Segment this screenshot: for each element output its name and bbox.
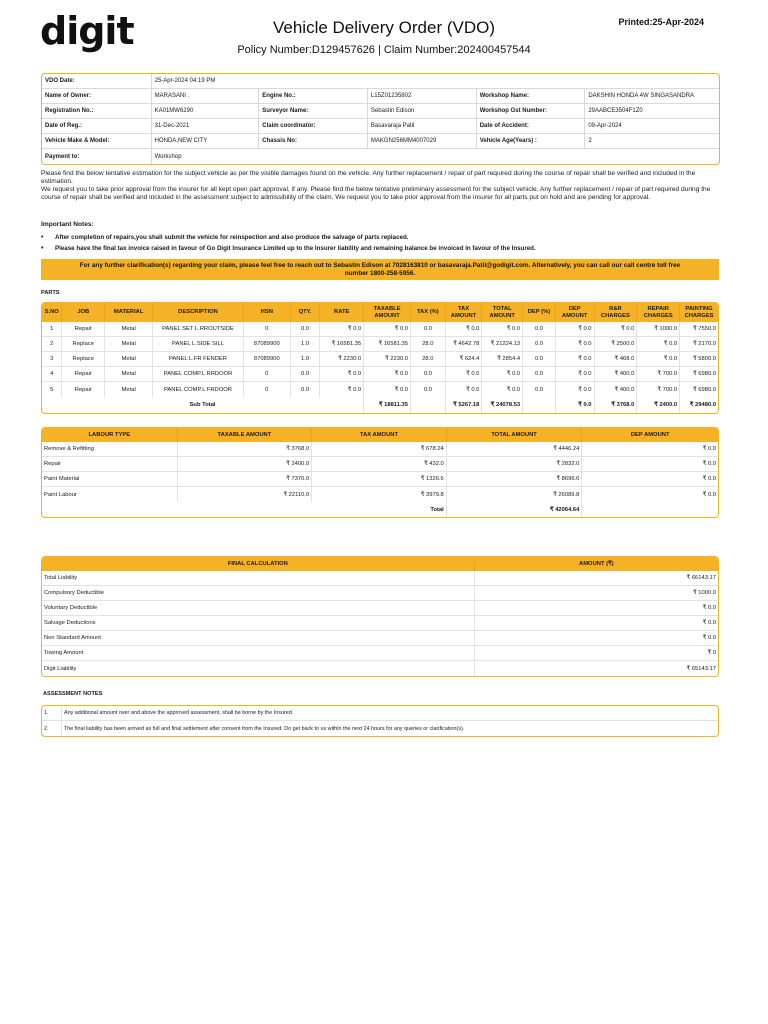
parts-cell: Replace [62,337,105,352]
labour-type-cell: Repair [42,457,178,472]
note-text: After completion of repairs,you shall submit the vehicle for reinspection and also produce the salvage of parts replaced. [55,234,409,241]
parts-subtotal-row [42,397,718,413]
info-row [42,134,719,149]
table-row [42,487,718,502]
labour-type-cell: Paint Material [42,472,178,487]
make-label: Vehicle Make & Model: [42,134,152,149]
approval-paragraph: We request you to take prior approval from the insurer for all kept open part approval, if any. Please find the below tentative preliminary assessment for the subject vehicle. Any further replacement / repair of part required during the course of repair shall be verified and included in the assessment subject to admissibility of the claim. We request you to take prior approval from the insurer for all parts put on hold and are pending for approval. [41,186,711,202]
parts-table [41,302,719,414]
table-row [42,616,718,631]
parts-cell: ₹ 0.0 [556,322,595,337]
parts-cell: Repair [62,367,105,382]
parts-cell: ₹ 0.0 [320,382,364,397]
parts-cell: ₹ 0.0 [556,352,595,367]
info-row [42,104,719,119]
parts-cell: ₹ 16581.35 [364,337,411,352]
final-label-cell: Non Standard Amount [42,631,475,646]
parts-cell: 0.0 [523,352,556,367]
coordinator-value: Basavaraja Patil [368,119,477,134]
subtotal-rr: ₹ 3768.0 [595,397,638,413]
assessment-notes-table [41,705,719,737]
parts-cell: ₹ 0.0 [637,352,680,367]
parts-cell: 87089900 [244,337,291,352]
parts-cell: ₹ 400.0 [595,382,638,397]
surveyor-value: Sebastin Edison [368,104,477,119]
printed-date: Printed:25-Apr-2024 [618,17,704,27]
parts-cell: ₹ 0.0 [320,322,364,337]
labour-amount-cell: ₹ 2400.0 [178,457,313,472]
final-amount-cell: ₹ 0.0 [475,616,718,631]
parts-cell: 0.0 [291,367,321,382]
final-label-cell: Voluntary Deductible [42,601,475,616]
col-header: DEP (%) [523,303,556,322]
digit-logo: digit [40,9,134,53]
labour-amount-cell: ₹ 8696.6 [447,472,583,487]
labour-amount-cell: ₹ 1326.6 [312,472,447,487]
parts-cell: ₹ 0.0 [364,367,411,382]
parts-cell: 0.0 [291,322,321,337]
table-row [42,382,718,397]
parts-cell: Replace [62,352,105,367]
col-header: JOB [62,303,105,322]
parts-cell: ₹ 0.0 [320,367,364,382]
important-notes-list [41,232,536,254]
parts-cell: ₹ 0.0 [446,322,483,337]
parts-cell: 1.0 [291,352,321,367]
parts-cell: ₹ 0.0 [556,382,595,397]
subtotal-tax: ₹ 5267.18 [446,397,483,413]
parts-cell: Metal [105,322,153,337]
list-item [42,721,718,736]
parts-cell: 0 [244,382,291,397]
table-row [42,472,718,487]
parts-cell: 1.0 [291,337,321,352]
parts-cell: Metal [105,382,153,397]
subtotal-dep: ₹ 0.0 [556,397,595,413]
table-row [42,631,718,646]
labour-amount-cell: ₹ 0.0 [582,457,718,472]
workshop-value: DAKSHIN HONDA 4W SINGASANDRA [585,89,719,104]
labour-total-blank [582,502,718,517]
parts-heading: PARTS [41,290,60,296]
bullet-icon: • [41,234,44,241]
gst-value: 29AABCE3504F1Z0 [585,104,719,119]
parts-cell: ₹ 6980.0 [692,386,716,393]
table-row [42,337,718,352]
important-notes-heading: Important Notes: [41,221,94,228]
parts-cell: Metal [105,352,153,367]
assessment-notes-heading: ASSESSMENT NOTES [43,691,103,697]
subtotal-total: ₹ 24078.53 [482,397,523,413]
parts-cell: ₹ 0.0 [482,382,523,397]
parts-cell: PANEL L.FR FENDER [153,352,244,367]
final-label-cell: Towing Amount [42,646,475,661]
parts-cell: 0 [244,367,291,382]
info-row [42,149,719,164]
info-row [42,74,719,89]
col-header: FINAL CALCULATION [42,557,475,571]
labour-type-cell: Paint Labour [42,487,178,502]
age-label: Vehicle Age(Years) : [477,134,586,149]
vdo-date-value: 25-Apr-2024 04:19 PM [152,74,719,89]
engine-label: Engine No.: [259,89,368,104]
parts-cell: 0.0 [411,367,446,382]
dor-value: 31-Dec-2021 [152,119,260,134]
parts-cell: ₹ 700.0 [637,367,680,382]
parts-cell: ₹ 0.0 [482,322,523,337]
parts-cell: PANEL COMP.L RRDOOR [153,367,244,382]
note-number: 1. [42,706,62,721]
col-header: RATE [320,303,364,322]
parts-cell: 0.0 [291,382,321,397]
banner-line: For any further clarification(s) regarding your claim, please feel free to reach out to Sebastin Edison at 7028163810 or basavaraja.Patil@godigit.com. Alternatively, you can call our call centre toll free [79,262,681,269]
chassis-label: Chassis No: [259,134,368,149]
parts-cell: 3 [42,352,62,367]
parts-cell: Repair [62,382,105,397]
parts-cell: ₹ 5800.0 [680,352,718,367]
final-calculation-table [41,556,719,677]
parts-cell: 0.0 [523,367,556,382]
parts-cell: ₹ 0.0 [364,382,411,397]
reg-label: Registration No.: [42,104,152,119]
vdo-date-label: VDO Date: [42,74,152,89]
doa-label: Date of Accident: [477,119,586,134]
col-header: DEP AMOUNT [582,428,718,442]
labour-type-cell: Remove & Refitting [42,442,178,457]
bullet-icon: • [41,245,44,252]
parts-cell: 4 [42,367,62,382]
subtotal-blank [411,397,446,413]
table-row [42,442,718,457]
make-value: HONDA,NEW CITY [152,134,260,149]
parts-cell: ₹ 0.0 [364,322,411,337]
parts-cell: ₹ 0.0 [595,322,638,337]
col-header: TOTAL AMOUNT [482,303,523,322]
labour-header-row [42,428,718,442]
doa-value: 09-Apr-2024 [585,119,719,134]
parts-cell: ₹ 6980.0 [680,367,718,382]
parts-cell: ₹ 700.0 [637,382,680,397]
table-row [42,352,718,367]
parts-cell: ₹ 624.4 [446,352,483,367]
table-row [42,322,718,337]
parts-cell: 5 [42,382,62,397]
parts-cell: ₹ 0.0 [556,337,595,352]
owner-label: Name of Owner: [42,89,152,104]
parts-cell: 0.0 [523,382,556,397]
parts-cell: 2 [42,337,62,352]
note-number: 2. [42,721,62,736]
final-amount-cell: ₹ 66143.17 [475,571,718,586]
list-item [41,243,536,254]
col-header: REPAIR CHARGES [637,303,680,322]
parts-cell: ₹ 0.0 [556,367,595,382]
info-row [42,89,719,104]
parts-cell: ₹ 400.0 [595,367,638,382]
labour-amount-cell: ₹ 26089.8 [447,487,583,502]
parts-cell: 0 [244,322,291,337]
parts-cell: Metal [105,337,153,352]
note-text: Any additional amount over and above the approved assessment, shall be borne by the Insured. [62,706,718,721]
payment-label: Payment to: [42,149,152,164]
col-header: S.NO [42,303,62,322]
labour-amount-cell: ₹ 432.0 [312,457,447,472]
labour-amount-cell: ₹ 3979.8 [312,487,447,502]
list-item [41,232,536,243]
final-amount-cell: ₹ 0.0 [475,601,718,616]
col-header: LABOUR TYPE [42,428,178,442]
parts-cell: ₹ 1000.0 [637,322,680,337]
labour-amount-cell: ₹ 2832.0 [447,457,583,472]
col-header: DESCRIPTION [153,303,244,322]
info-row [42,119,719,134]
parts-cell: ₹ 4642.78 [446,337,483,352]
note-text: The final liability has been arrived as full and final settlement after consent from the Insured. Do get back to us within the next 24 hours for any queries or clarification(s). [64,725,465,732]
col-header: TAX (%) [411,303,446,322]
parts-cell: PANEL L.SIDE SILL [153,337,244,352]
labour-table [41,427,719,518]
parts-header-row [42,303,718,322]
subtotal-label: Sub Total [42,397,364,413]
parts-cell: ₹ 2230.0 [364,352,411,367]
parts-cell: ₹ 7550.0 [680,322,718,337]
banner-line: number 1800-258-5956. [344,270,416,277]
col-header: TOTAL AMOUNT [447,428,583,442]
parts-cell: ₹ 0.0 [482,367,523,382]
labour-total-label: Total [42,502,447,517]
parts-cell: ₹ 16581.35 [320,337,364,352]
parts-cell: 87089900 [244,352,291,367]
coordinator-label: Claim coordinator: [259,119,368,134]
labour-amount-cell: ₹ 22110.0 [178,487,313,502]
parts-cell: ₹ 21224.13 [482,337,523,352]
labour-amount-cell: ₹ 3768.0 [178,442,313,457]
table-row [42,646,718,661]
col-header: TAX AMOUNT [446,303,483,322]
col-header: DEP AMOUNT [556,303,595,322]
parts-cell: ₹ 2170.0 [680,337,718,352]
col-header: TAX AMOUNT [312,428,447,442]
col-header: HSN [244,303,291,322]
final-label-cell: Salvage Deductions [42,616,475,631]
parts-cell: 1 [42,322,62,337]
page-title: Vehicle Delivery Order (VDO) [272,18,495,37]
parts-cell: ₹ 2854.4 [482,352,523,367]
table-row [42,457,718,472]
dor-label: Date of Reg.: [42,119,152,134]
vehicle-info-table [41,73,720,165]
col-header: PAINTING CHARGES [680,303,718,322]
table-row [42,661,718,676]
parts-cell: PANEL SET L.RROUTSIDE [153,322,244,337]
note-text: Please have the final tax invoice raised in favour of Go Digit Insurance Limited up to the Insurer liability and remaining balance be invoiced in favour of the Insured. [55,245,536,252]
parts-cell: 0.0 [411,382,446,397]
final-amount-cell: ₹ 0 [475,646,718,661]
col-header: MATERIAL [105,303,153,322]
final-amount-cell: ₹ 65143.17 [686,665,716,672]
parts-cell: Metal [105,367,153,382]
parts-cell: ₹ 0.0 [446,382,483,397]
gst-label: Workshop Gst Number: [477,104,586,119]
parts-cell: ₹ 0.0 [637,337,680,352]
parts-cell: PANEL COMP.L FRDOOR [153,382,244,397]
final-label-cell: Compulsory Deductible [42,586,475,601]
table-row [42,586,718,601]
parts-cell: ₹ 468.0 [595,352,638,367]
subtotal-taxable: ₹ 18811.35 [364,397,411,413]
final-label-cell: Digit Liability [42,661,475,676]
final-amount-cell: ₹ 1000.0 [475,586,718,601]
subtotal-painting: ₹ 29480.0 [689,402,716,408]
table-row [42,601,718,616]
reg-value: KA01MW6290 [152,104,260,119]
labour-total-row [42,502,718,517]
col-header: QTY. [291,303,321,322]
parts-cell: Repair [62,322,105,337]
parts-cell: ₹ 2230.0 [320,352,364,367]
parts-cell: 0.0 [523,337,556,352]
age-value: 2 [585,134,719,149]
engine-value: L15Z01235802 [368,89,477,104]
parts-cell: 0.0 [411,322,446,337]
col-header: AMOUNT (₹) [475,557,718,571]
col-header: TAXABLE AMOUNT [364,303,411,322]
parts-cell: 28.0 [411,337,446,352]
contact-banner [41,259,719,280]
parts-cell: 0.0 [523,322,556,337]
parts-cell: 28.0 [411,352,446,367]
policy-claim-numbers: Policy Number:D129457626 | Claim Number:202400457544 [237,44,531,56]
labour-amount-cell: ₹ 0.0 [702,491,716,498]
parts-cell: ₹ 0.0 [446,367,483,382]
payment-value: Workshop [154,153,182,160]
labour-amount-cell: ₹ 7370.0 [178,472,313,487]
owner-value: MARASANI . [152,89,260,104]
chassis-value: MAKGN256MM4007029 [368,134,477,149]
labour-amount-cell: ₹ 0.0 [582,442,718,457]
final-amount-cell: ₹ 0.0 [475,631,718,646]
workshop-label: Workshop Name: [477,89,586,104]
table-row [42,571,718,586]
labour-amount-cell: ₹ 0.0 [582,472,718,487]
surveyor-label: Surveyor Name: [259,104,368,119]
subtotal-repair: ₹ 2400.0 [637,397,680,413]
col-header: R&R CHARGES [595,303,638,322]
labour-amount-cell: ₹ 4446.24 [447,442,583,457]
parts-cell: ₹ 2500.0 [595,337,638,352]
final-label-cell: Total Liability [42,571,475,586]
list-item [42,706,718,721]
col-header: TAXABLE AMOUNT [178,428,313,442]
table-row [42,367,718,382]
final-header-row [42,557,718,571]
estimation-paragraph: Please find the below tentative estimation for the subject vehicle as per the visible damages found on the vehicle. Any further replacement / repair of part required during the course of repair shall be verified and included in the estimation. [41,170,696,186]
labour-total-value: ₹ 42064.64 [447,502,583,517]
labour-amount-cell: ₹ 678.24 [312,442,447,457]
subtotal-blank [523,397,556,413]
